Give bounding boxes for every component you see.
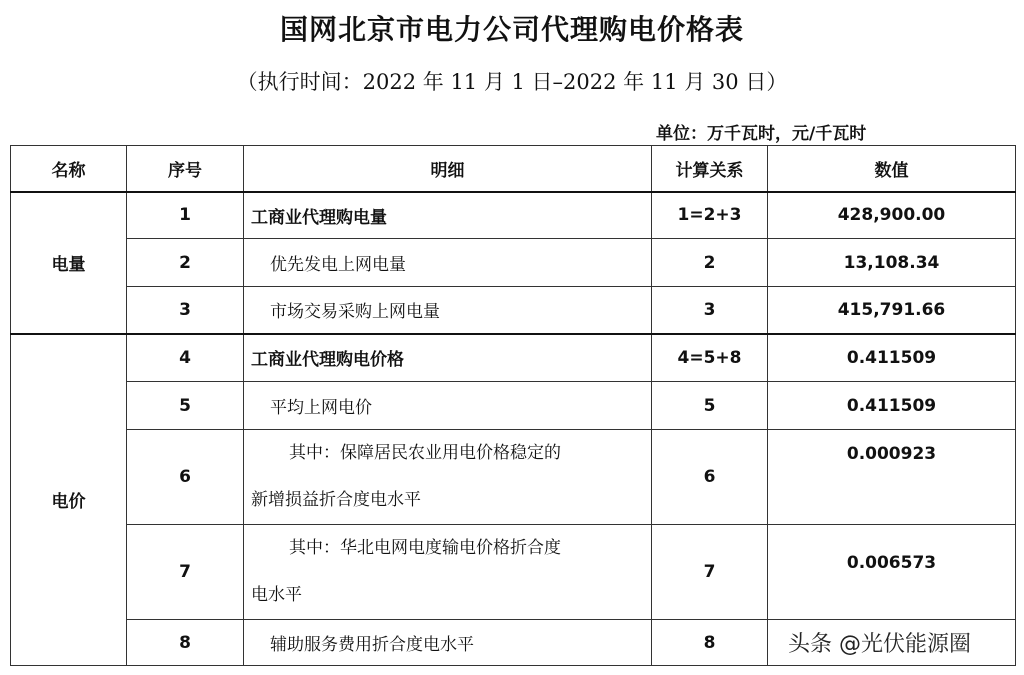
row-value: 0.006573 (768, 525, 1016, 620)
row-calc: 3 (652, 287, 768, 334)
row-value: 0.411509 (768, 334, 1016, 382)
row-detail: 优先发电上网电量 (244, 239, 652, 287)
row-value: 428,900.00 (768, 192, 1016, 239)
table-row (11, 192, 1016, 239)
row-calc: 1=2+3 (652, 192, 768, 239)
header-value: 数值 (768, 146, 1016, 192)
row-value: 0.000923 (768, 430, 1016, 525)
row-detail: 市场交易采购上网电量 (244, 287, 652, 334)
table-row (11, 382, 1016, 430)
watermark: 头条 @光伏能源圈 (788, 632, 971, 657)
detail-line: 其中：华北电网电度输电价格折合度 (289, 538, 561, 558)
row-detail: 工商业代理购电价格 (244, 334, 652, 382)
row-detail (244, 525, 652, 620)
detail-line: 其中：保障居民农业用电价格稳定的 (289, 443, 561, 463)
row-detail (244, 430, 652, 525)
row-calc: 7 (652, 525, 768, 620)
row-no: 7 (127, 525, 244, 620)
row-calc: 5 (652, 382, 768, 430)
row-calc: 8 (652, 620, 768, 666)
table-row (11, 430, 1016, 525)
table-header-row (11, 146, 1016, 192)
row-no: 6 (127, 430, 244, 525)
header-detail: 明细 (244, 146, 652, 192)
header-no: 序号 (127, 146, 244, 192)
row-calc: 2 (652, 239, 768, 287)
row-no: 5 (127, 382, 244, 430)
table-row (11, 525, 1016, 620)
row-no: 8 (127, 620, 244, 666)
table-row (11, 334, 1016, 382)
header-name: 名称 (11, 146, 127, 192)
page-title: 国网北京市电力公司代理购电价格表 (279, 13, 744, 46)
group-electricity-price: 电价 (11, 334, 127, 666)
row-detail: 平均上网电价 (244, 382, 652, 430)
detail-line: 新增损益折合度电水平 (251, 490, 421, 510)
header-calc: 计算关系 (652, 146, 768, 192)
row-detail: 辅助服务费用折合度电水平 (244, 620, 652, 666)
row-detail: 工商业代理购电量 (244, 192, 652, 239)
row-no: 4 (127, 334, 244, 382)
row-no: 1 (127, 192, 244, 239)
unit-label: 单位：万千瓦时，元/千瓦时 (656, 124, 867, 144)
group-electricity-quantity: 电量 (11, 192, 127, 334)
table-row (11, 239, 1016, 287)
row-value: 415,791.66 (768, 287, 1016, 334)
table-row (11, 287, 1016, 334)
row-calc: 6 (652, 430, 768, 525)
row-no: 3 (127, 287, 244, 334)
price-table (10, 145, 1016, 666)
row-no: 2 (127, 239, 244, 287)
row-value: 0.411509 (768, 382, 1016, 430)
detail-line: 电水平 (251, 585, 302, 605)
period-subtitle: （执行时间：2022 年 11 月 1 日–2022 年 11 月 30 日） (236, 70, 788, 94)
row-calc: 4=5+8 (652, 334, 768, 382)
row-value: 13,108.34 (768, 239, 1016, 287)
